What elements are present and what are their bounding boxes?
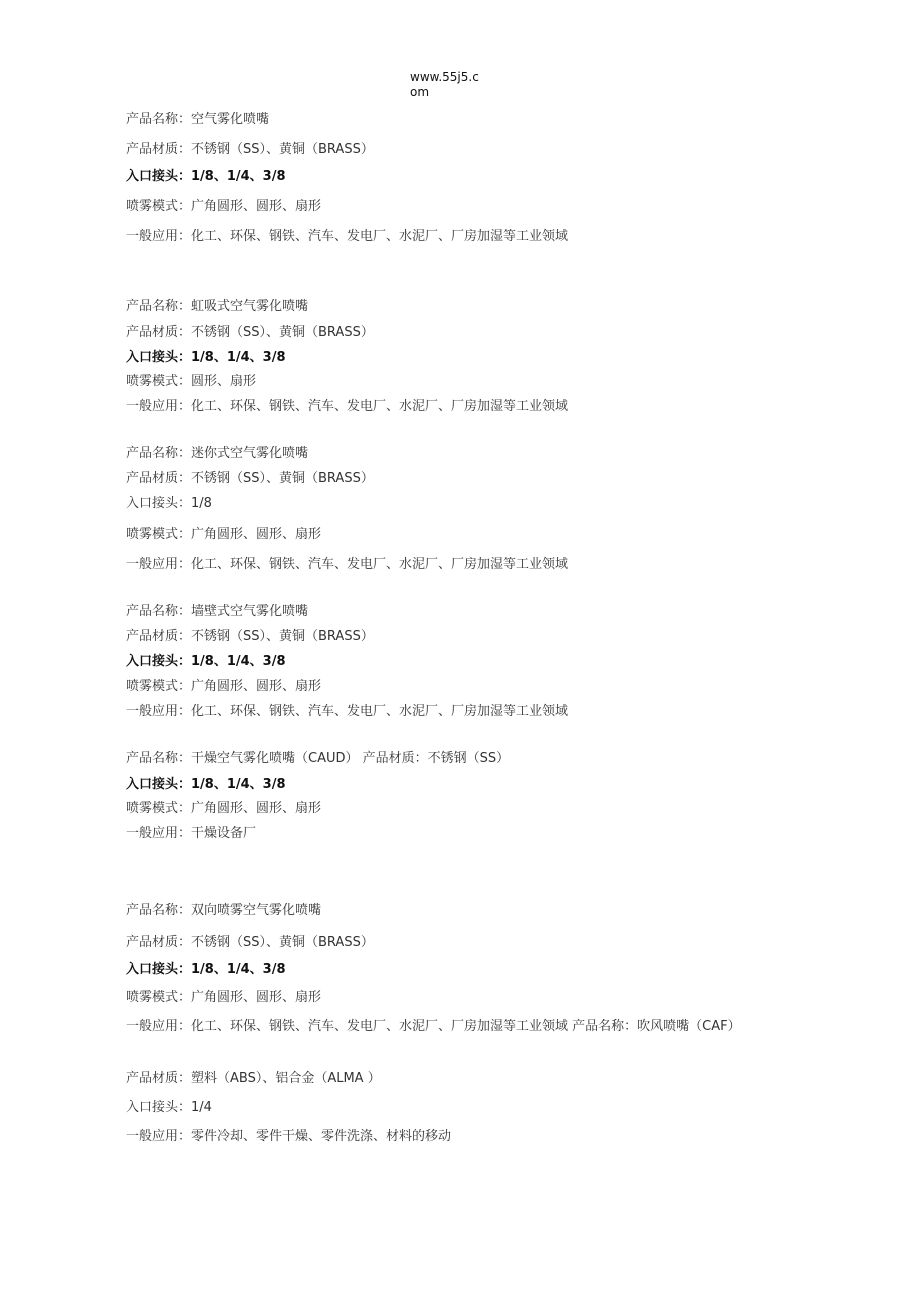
spray-pattern-line: 喷雾模式：广角圆形、圆形、扇形 [126, 527, 322, 542]
product-name-line: 产品名称：墙壁式空气雾化喷嘴 [126, 604, 309, 619]
product-name-material-line: 产品名称：干燥空气雾化喷嘴（CAUD） 产品材质：不锈钢（SS） [126, 751, 510, 766]
spray-pattern-line: 喷雾模式：广角圆形、圆形、扇形 [126, 199, 322, 214]
product-material-line: 产品材质：不锈钢（SS）、黄铜（BRASS） [126, 935, 374, 950]
general-application-line: 一般应用：化工、环保、钢铁、汽车、发电厂、水泥厂、厂房加湿等工业领域 [126, 557, 569, 572]
spray-pattern-line: 喷雾模式：广角圆形、圆形、扇形 [126, 990, 322, 1005]
product-name-line: 产品名称：空气雾化喷嘴 [126, 112, 270, 127]
spray-pattern-line: 喷雾模式：圆形、扇形 [126, 374, 257, 389]
inlet-connection-line: 入口接头：1/8 [126, 496, 212, 511]
inlet-connection-line: 入口接头：1/8、1/4、3/8 [126, 777, 286, 792]
general-application-line: 一般应用：干燥设备厂 [126, 826, 257, 841]
product-material-line: 产品材质：不锈钢（SS）、黄铜（BRASS） [126, 629, 374, 644]
general-application-line: 一般应用：化工、环保、钢铁、汽车、发电厂、水泥厂、厂房加湿等工业领域 [126, 229, 569, 244]
spray-pattern-line: 喷雾模式：广角圆形、圆形、扇形 [126, 679, 322, 694]
product-name-line: 产品名称：虹吸式空气雾化喷嘴 [126, 299, 309, 314]
general-application-line: 一般应用：化工、环保、钢铁、汽车、发电厂、水泥厂、厂房加湿等工业领域 产品名称：吹风喷嘴（CAF） [126, 1019, 741, 1034]
general-application-line: 一般应用：零件冷却、零件干燥、零件洗涤、材料的移动 [126, 1129, 452, 1144]
product-name-line: 产品名称：迷你式空气雾化喷嘴 [126, 446, 309, 461]
inlet-connection-line: 入口接头：1/4 [126, 1100, 212, 1115]
product-material-line: 产品材质：不锈钢（SS）、黄铜（BRASS） [126, 142, 374, 157]
header-url: www.55j5.com [410, 70, 479, 99]
general-application-line: 一般应用：化工、环保、钢铁、汽车、发电厂、水泥厂、厂房加湿等工业领域 [126, 704, 569, 719]
spray-pattern-line: 喷雾模式：广角圆形、圆形、扇形 [126, 801, 322, 816]
general-application-line: 一般应用：化工、环保、钢铁、汽车、发电厂、水泥厂、厂房加湿等工业领域 [126, 399, 569, 414]
inlet-connection-line: 入口接头：1/8、1/4、3/8 [126, 350, 286, 365]
inlet-connection-line: 入口接头：1/8、1/4、3/8 [126, 654, 286, 669]
product-material-line: 产品材质：塑料（ABS）、铝合金（ALMA ） [126, 1071, 381, 1086]
inlet-connection-line: 入口接头：1/8、1/4、3/8 [126, 169, 286, 184]
inlet-connection-line: 入口接头：1/8、1/4、3/8 [126, 962, 286, 977]
product-material-line: 产品材质：不锈钢（SS）、黄铜（BRASS） [126, 325, 374, 340]
product-name-line: 产品名称：双向喷雾空气雾化喷嘴 [126, 903, 322, 918]
product-material-line: 产品材质：不锈钢（SS）、黄铜（BRASS） [126, 471, 374, 486]
